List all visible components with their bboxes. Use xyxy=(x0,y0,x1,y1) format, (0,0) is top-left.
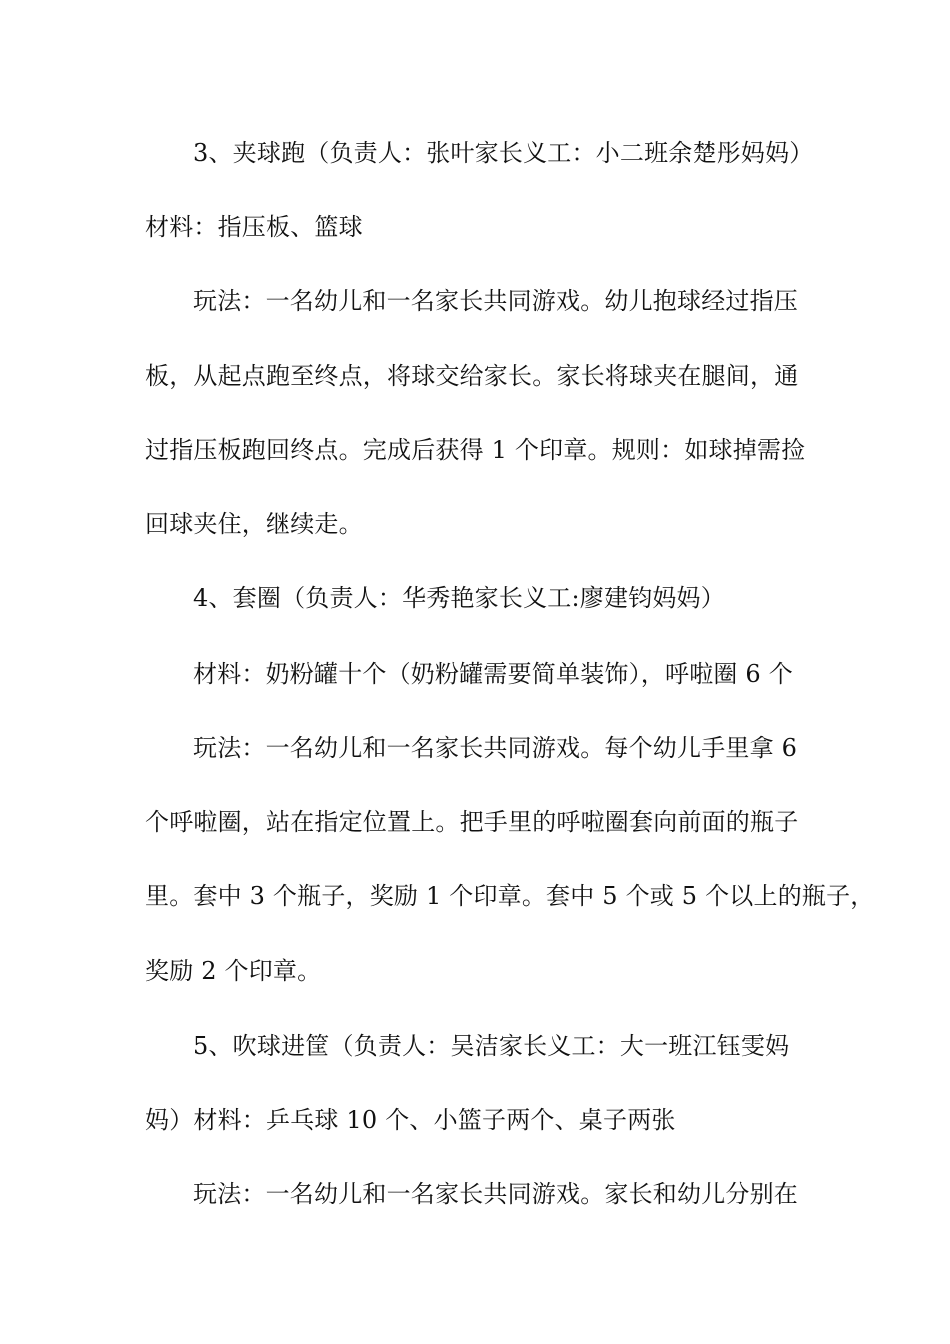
section-5-heading: 5、吹球进筐（负责人：吴洁家长义工：大一班江钰雯妈 xyxy=(193,1032,790,1060)
section-4-heading: 4、套圈（负责人：华秀艳家长义工:廖建钧妈妈） xyxy=(193,584,725,612)
section-3-rules-line-1: 玩法：一名幼儿和一名家长共同游戏。幼儿抱球经过指压 xyxy=(193,287,798,315)
section-4-materials: 材料：奶粉罐十个（奶粉罐需要简单装饰），呼啦圈 6 个 xyxy=(193,660,793,688)
section-4-rules-line-1: 玩法：一名幼儿和一名家长共同游戏。每个幼儿手里拿 6 xyxy=(193,734,798,762)
section-3-rules-line-2: 板，从起点跑至终点，将球交给家长。家长将球夹在腿间，通 xyxy=(145,362,799,390)
section-3-rules-line-4: 回球夹住，继续走。 xyxy=(145,510,363,538)
section-3-heading: 3、夹球跑（负责人：张叶家长义工：小二班余楚彤妈妈） xyxy=(193,139,814,167)
section-4-rules-line-2: 个呼啦圈，站在指定位置上。把手里的呼啦圈套向前面的瓶子 xyxy=(145,808,799,836)
section-4-rules-line-4: 奖励 2 个印章。 xyxy=(145,957,322,985)
section-3-materials: 材料：指压板、篮球 xyxy=(145,213,363,241)
section-3-rules-line-3: 过指压板跑回终点。完成后获得 1 个印章。规则：如球掉需捡 xyxy=(145,436,806,464)
section-5-rules-line-1: 玩法：一名幼儿和一名家长共同游戏。家长和幼儿分别在 xyxy=(193,1180,798,1208)
section-5-materials: 妈）材料：乒乓球 10 个、小篮子两个、桌子两张 xyxy=(145,1106,676,1134)
section-4-rules-line-3: 里。套中 3 个瓶子，奖励 1 个印章。套中 5 个或 5 个以上的瓶子， xyxy=(145,882,875,910)
